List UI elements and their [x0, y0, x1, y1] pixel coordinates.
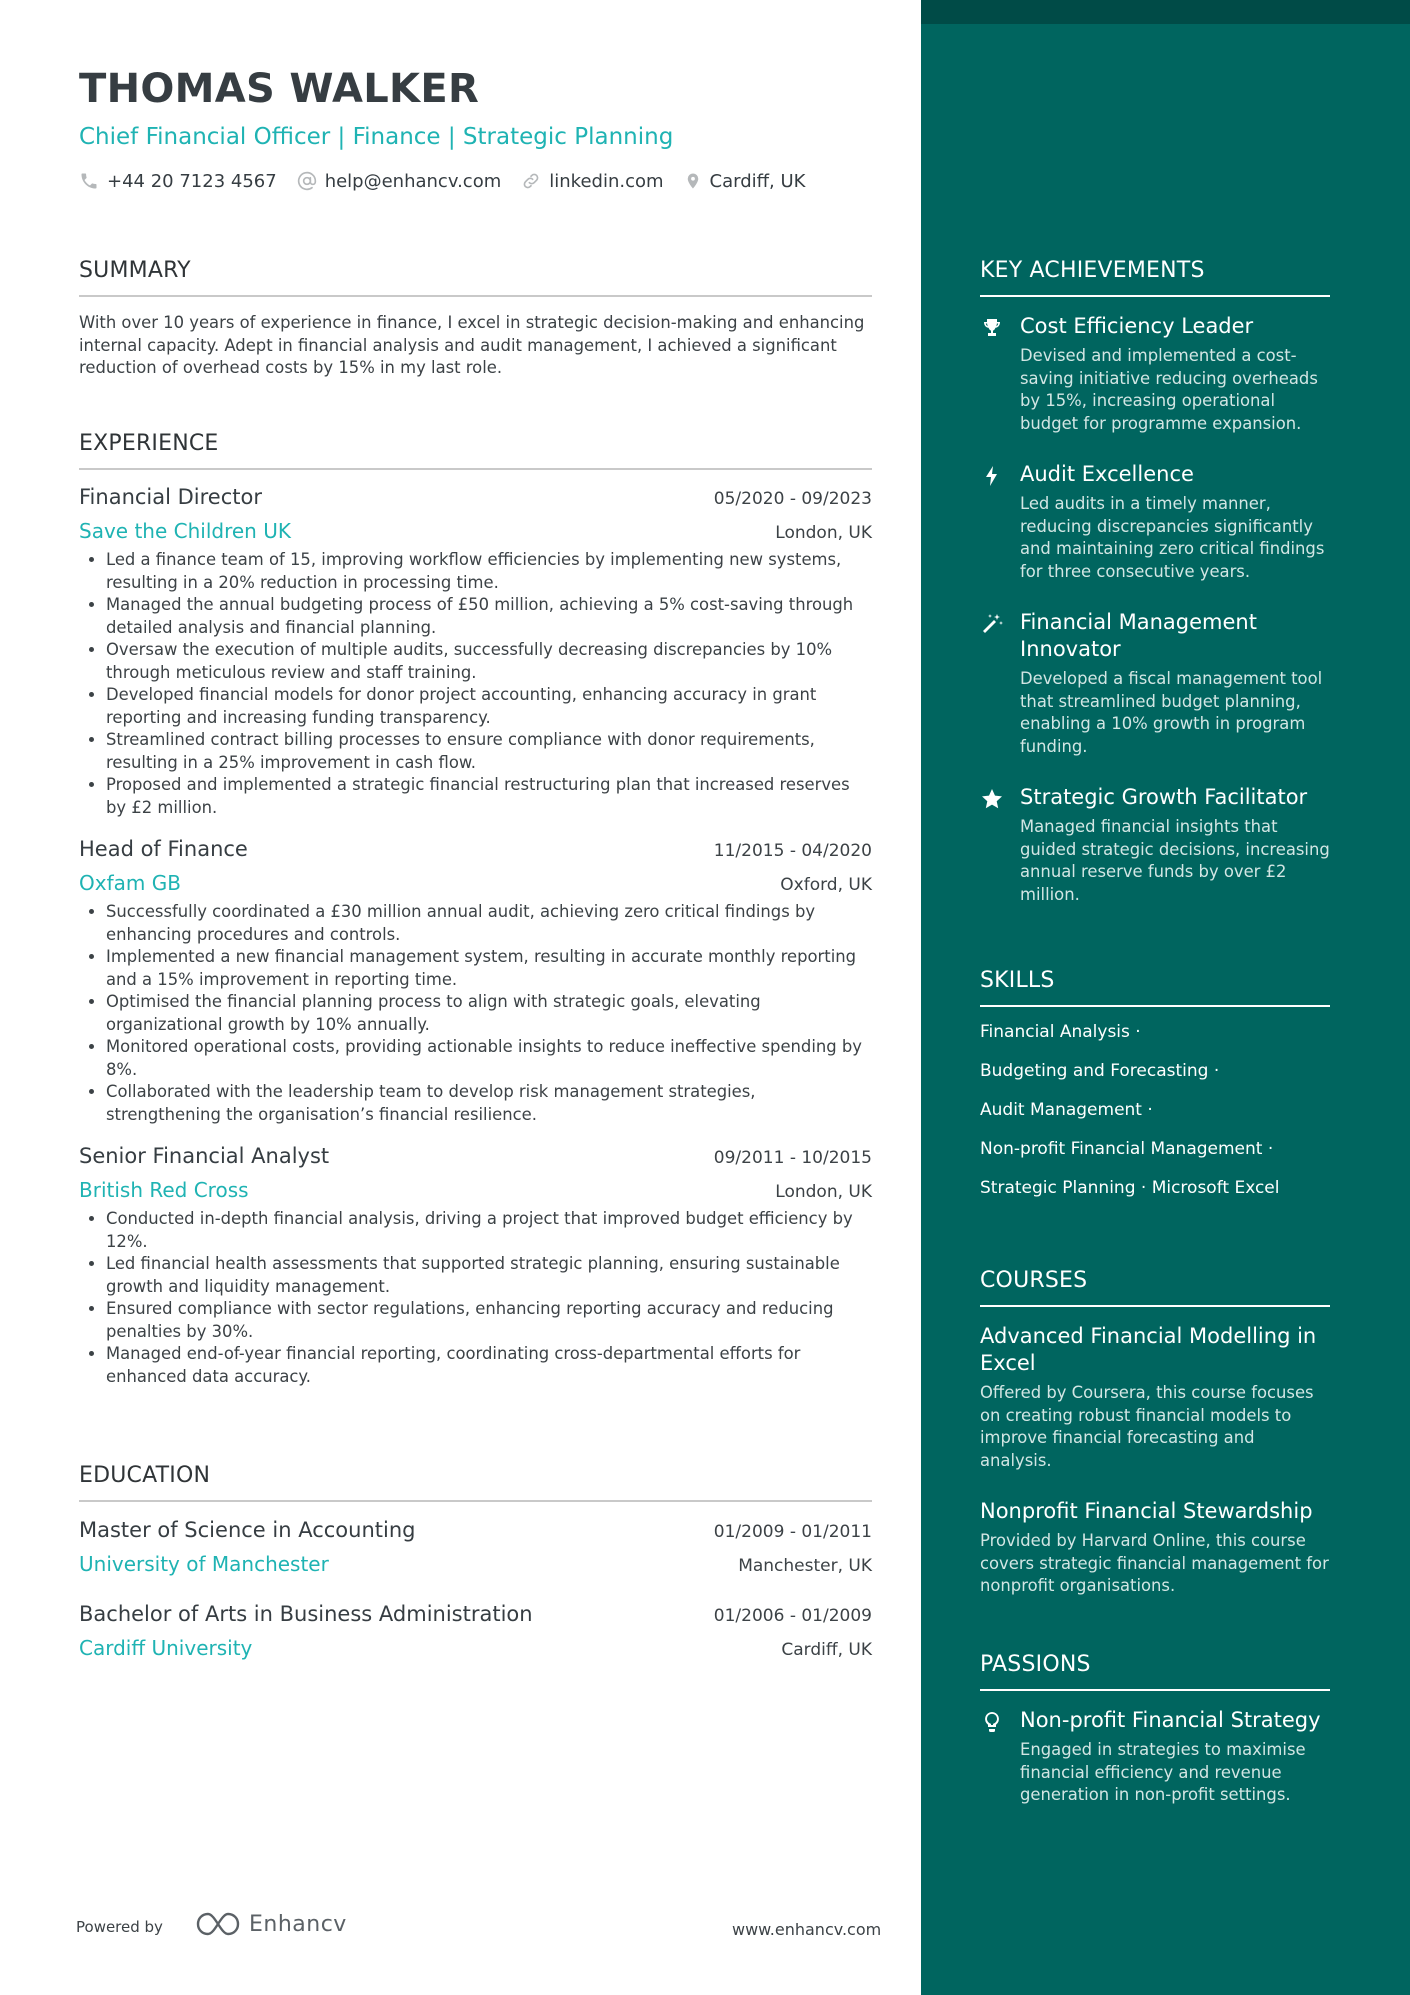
degree: Bachelor of Arts in Business Administration	[79, 1602, 533, 1626]
job-location: Oxford, UK	[780, 875, 872, 895]
skills-title: SKILLS	[980, 968, 1330, 1007]
powered-by-label: Powered by	[76, 1918, 163, 1936]
bullet-item: • Successfully coordinated a £30 million annual audit, achieving zero critical findings by enhancing procedures and controls.	[106, 901, 872, 946]
course-item	[980, 1498, 1330, 1598]
phone-icon	[79, 171, 99, 191]
skills-section	[980, 968, 1330, 1199]
job-location: London, UK	[775, 1182, 872, 1202]
education-section	[79, 1463, 872, 1660]
job-dates: 05/2020 - 09/2023	[713, 489, 872, 509]
achievement-item	[980, 461, 1330, 583]
skill-line: Audit Management ·	[980, 1100, 1153, 1120]
brand-name: Enhancv	[249, 1911, 347, 1937]
passions-title: PASSIONS	[980, 1652, 1330, 1691]
skill-line: Financial Analysis ·	[980, 1022, 1141, 1042]
achievement-title: Audit Excellence	[1020, 462, 1194, 486]
courses-title: COURSES	[980, 1268, 1330, 1307]
degree: Master of Science in Accounting	[79, 1518, 416, 1542]
passion-item	[980, 1707, 1330, 1807]
achievement-desc: Led audits in a timely manner, reducing discrepancies significantly and maintaining zero critical findings for three consecutive years.	[1020, 494, 1325, 581]
bullet-item: • Streamlined contract billing processes to ensure compliance with donor requirements, resulting in a 25% improvement in cash flow.	[106, 729, 872, 774]
bullet-item: • Developed financial models for donor project accounting, enhancing accuracy in grant reporting and increasing funding transparency.	[106, 684, 872, 729]
bullet-item: • Managed end-of-year financial reporting, coordinating cross-departmental efforts for enhanced data accuracy.	[106, 1343, 872, 1388]
achievement-item	[980, 609, 1330, 758]
lightbulb-icon	[980, 1710, 1004, 1734]
course-item	[980, 1323, 1330, 1472]
candidate-name: THOMAS WALKER	[79, 66, 480, 112]
contact-location	[684, 170, 806, 192]
passion-desc: Engaged in strategies to maximise financial efficiency and revenue generation in non-profit settings.	[1020, 1740, 1306, 1804]
at-icon	[297, 171, 317, 191]
course-title: Advanced Financial Modelling in Excel	[980, 1324, 1317, 1375]
phone-text: +44 20 7123 4567	[107, 170, 277, 192]
linkedin-text: linkedin.com	[549, 170, 664, 192]
job-dates: 09/2011 - 10/2015	[713, 1148, 872, 1168]
achievement-item	[980, 784, 1330, 906]
course-desc: Provided by Harvard Online, this course covers strategic financial management for nonprofit organisations.	[980, 1531, 1329, 1595]
job-title: Head of Finance	[79, 837, 248, 861]
bullet-item: • Implemented a new financial management system, resulting in accurate monthly reporting and a 15% improvement in reporting time.	[106, 946, 872, 991]
bullet-item: • Oversaw the execution of multiple audits, successfully decreasing discrepancies by 10% through meticulous review and staff training.	[106, 639, 872, 684]
bullet-item: • Led a finance team of 15, improving workflow efficiencies by implementing new systems, resulting in a 20% reduction in processing time.	[106, 549, 872, 594]
summary-section	[79, 258, 872, 380]
courses-section	[980, 1268, 1330, 1598]
achievement-desc: Developed a fiscal management tool that streamlined budget planning, enabling a 10% growth in program funding.	[1020, 669, 1323, 756]
job-dates: 11/2015 - 04/2020	[713, 841, 872, 861]
education-title: EDUCATION	[79, 1463, 872, 1502]
trophy-icon	[980, 316, 1004, 340]
school: University of Manchester	[79, 1552, 329, 1576]
experience-title: EXPERIENCE	[79, 431, 872, 470]
headline: Chief Financial Officer | Finance | Strategic Planning	[79, 124, 674, 150]
job-entry	[79, 1144, 872, 1388]
sidebar-top-strip	[921, 0, 1410, 24]
achievements-section	[980, 258, 1330, 906]
job-location: London, UK	[775, 523, 872, 543]
job-company: Oxfam GB	[79, 871, 181, 895]
school: Cardiff University	[79, 1636, 253, 1660]
star-icon	[980, 787, 1004, 811]
enhancv-logo[interactable]	[195, 1911, 347, 1937]
achievement-item	[980, 313, 1330, 435]
summary-text: With over 10 years of experience in finance, I excel in strategic decision-making and enhancing internal capacity. Adept in financial analysis and audit management, I achieved a significant reduction of overhead costs by 15% in my last role.	[79, 313, 865, 377]
location-text: Cardiff, UK	[709, 170, 806, 192]
contact-phone[interactable]	[79, 171, 277, 192]
job-title: Financial Director	[79, 485, 262, 509]
contact-email[interactable]	[297, 171, 502, 192]
magic-wand-icon	[980, 612, 1004, 636]
education-dates: 01/2006 - 01/2009	[713, 1606, 872, 1626]
contact-linkedin[interactable]	[521, 171, 663, 192]
job-bullets	[79, 1208, 872, 1388]
job-entry	[79, 837, 872, 1126]
job-bullets	[79, 549, 872, 819]
passion-title: Non-profit Financial Strategy	[1020, 1708, 1321, 1732]
footer-url[interactable]: www.enhancv.com	[732, 1920, 882, 1939]
achievement-title: Cost Efficiency Leader	[1020, 314, 1254, 338]
bullet-item: • Collaborated with the leadership team to develop risk management strategies, strengthening the organisation’s financial resilience.	[106, 1081, 872, 1126]
bullet-item: • Proposed and implemented a strategic financial restructuring plan that increased reserves by £2 million.	[106, 774, 872, 819]
achievements-title: KEY ACHIEVEMENTS	[980, 258, 1330, 297]
lightning-icon	[980, 464, 1004, 488]
summary-title: SUMMARY	[79, 258, 872, 297]
bullet-item: • Led financial health assessments that supported strategic planning, ensuring sustainable growth and liquidity management.	[106, 1253, 872, 1298]
location-pin-icon	[684, 170, 702, 192]
bullet-item: • Ensured compliance with sector regulations, enhancing reporting accuracy and reducing penalties by 30%.	[106, 1298, 872, 1343]
skill-line: Strategic Planning · Microsoft Excel	[980, 1178, 1280, 1198]
achievement-title: Strategic Growth Facilitator	[1020, 785, 1308, 809]
education-location: Manchester, UK	[738, 1556, 872, 1576]
bullet-item: • Managed the annual budgeting process of £50 million, achieving a 5% cost-saving through detailed analysis and financial planning.	[106, 594, 872, 639]
course-desc: Offered by Coursera, this course focuses on creating robust financial models to improve financial forecasting and analysis.	[980, 1383, 1314, 1470]
education-entry	[79, 1518, 872, 1576]
bullet-item: • Monitored operational costs, providing actionable insights to reduce ineffective spending by 8%.	[106, 1036, 872, 1081]
education-location: Cardiff, UK	[781, 1640, 872, 1660]
job-entry	[79, 485, 872, 819]
enhancv-logo-icon	[195, 1911, 241, 1937]
job-company: British Red Cross	[79, 1178, 249, 1202]
contact-bar	[79, 170, 825, 192]
link-icon	[521, 171, 541, 191]
email-text: help@enhancv.com	[324, 170, 502, 192]
education-entry	[79, 1602, 872, 1660]
achievement-desc: Managed financial insights that guided strategic decisions, increasing annual reserve funds by over £2 million.	[1020, 817, 1330, 904]
skill-line: Budgeting and Forecasting ·	[980, 1061, 1220, 1081]
job-bullets	[79, 901, 872, 1126]
experience-section	[79, 431, 872, 1388]
passions-section	[980, 1652, 1330, 1807]
skill-line: Non-profit Financial Management ·	[980, 1139, 1274, 1159]
bullet-item: • Conducted in-depth financial analysis, driving a project that improved budget efficiency by 12%.	[106, 1208, 872, 1253]
job-company: Save the Children UK	[79, 519, 291, 543]
job-title: Senior Financial Analyst	[79, 1144, 330, 1168]
bullet-item: • Optimised the financial planning process to align with strategic goals, elevating organizational growth by 10% annually.	[106, 991, 872, 1036]
achievement-desc: Devised and implemented a cost-saving initiative reducing overheads by 15%, increasing operational budget for programme expansion.	[1020, 346, 1318, 433]
course-title: Nonprofit Financial Stewardship	[980, 1499, 1313, 1523]
achievement-title: Financial Management Innovator	[1020, 610, 1257, 661]
education-dates: 01/2009 - 01/2011	[713, 1522, 872, 1542]
